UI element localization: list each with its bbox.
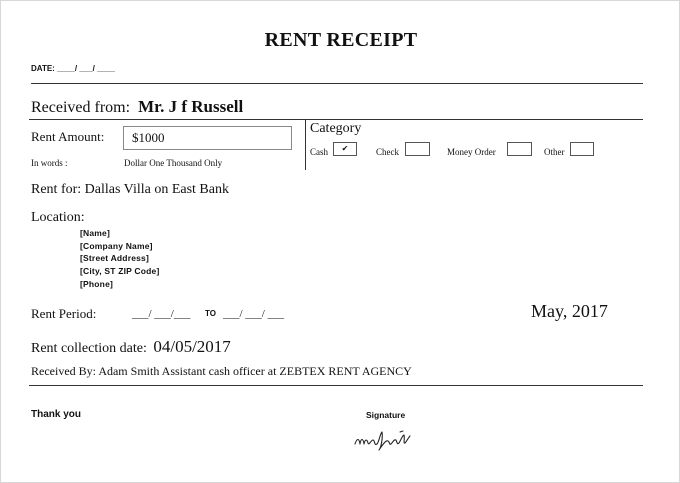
receipt-title: RENT RECEIPT bbox=[264, 29, 418, 51]
received-from-name[interactable]: Mr. J f Russell bbox=[138, 97, 244, 116]
category-check-checkbox[interactable] bbox=[405, 142, 430, 156]
address-phone[interactable]: [Phone] bbox=[80, 279, 114, 289]
in-words-value[interactable]: Dollar One Thousand Only bbox=[124, 158, 223, 168]
checkmark-icon: ✔ bbox=[341, 144, 349, 153]
rent-amount-input[interactable]: $1000 bbox=[123, 126, 292, 150]
month-year: May, 2017 bbox=[531, 301, 608, 321]
signature-image bbox=[353, 426, 413, 452]
category-other-checkbox[interactable] bbox=[570, 142, 594, 156]
received-by-line[interactable]: Received By: Adam Smith Assistant cash officer at ZEBTEX RENT AGENCY bbox=[31, 364, 412, 378]
collection-date-row bbox=[31, 337, 231, 357]
address-street[interactable]: [Street Address] bbox=[80, 253, 150, 263]
address-company[interactable]: [Company Name] bbox=[80, 241, 153, 251]
rent-period-to[interactable]: ___/ ___/ ___ bbox=[223, 308, 285, 320]
address-name[interactable]: [Name] bbox=[80, 228, 111, 238]
category-title: Category bbox=[310, 121, 362, 136]
rent-period-to-label: TO bbox=[205, 309, 216, 318]
signature-label: Signature bbox=[366, 410, 406, 420]
thank-you-text: Thank you bbox=[31, 409, 82, 420]
rent-period-from[interactable]: ___/ ___/___ bbox=[132, 308, 191, 320]
top-rule bbox=[31, 83, 643, 84]
rent-for-line[interactable]: Rent for: Dallas Villa on East Bank bbox=[31, 182, 229, 197]
address-city[interactable]: [City, ST ZIP Code] bbox=[80, 266, 160, 276]
in-words-label: In words : bbox=[31, 158, 68, 168]
category-money-order-checkbox[interactable] bbox=[507, 142, 532, 156]
received-from-row bbox=[31, 97, 243, 117]
category-divider bbox=[305, 119, 306, 170]
received-from-label: Received from: bbox=[31, 99, 131, 116]
category-cash-label: Cash bbox=[310, 147, 328, 157]
date-field[interactable]: DATE: ____/ ___/ ____ bbox=[31, 64, 115, 73]
category-money-order-label: Money Order bbox=[447, 147, 496, 157]
bottom-rule bbox=[29, 385, 643, 386]
section-rule bbox=[29, 119, 643, 120]
category-cash-checkbox[interactable] bbox=[333, 142, 357, 156]
rent-amount-label: Rent Amount: bbox=[31, 129, 105, 144]
rent-period-label: Rent Period: bbox=[31, 306, 97, 321]
category-check-label: Check bbox=[376, 147, 399, 157]
collection-date-value[interactable]: 04/05/2017 bbox=[153, 337, 231, 356]
category-other-label: Other bbox=[544, 147, 565, 157]
collection-date-label: Rent collection date: bbox=[31, 341, 147, 356]
location-label: Location: bbox=[31, 210, 85, 225]
